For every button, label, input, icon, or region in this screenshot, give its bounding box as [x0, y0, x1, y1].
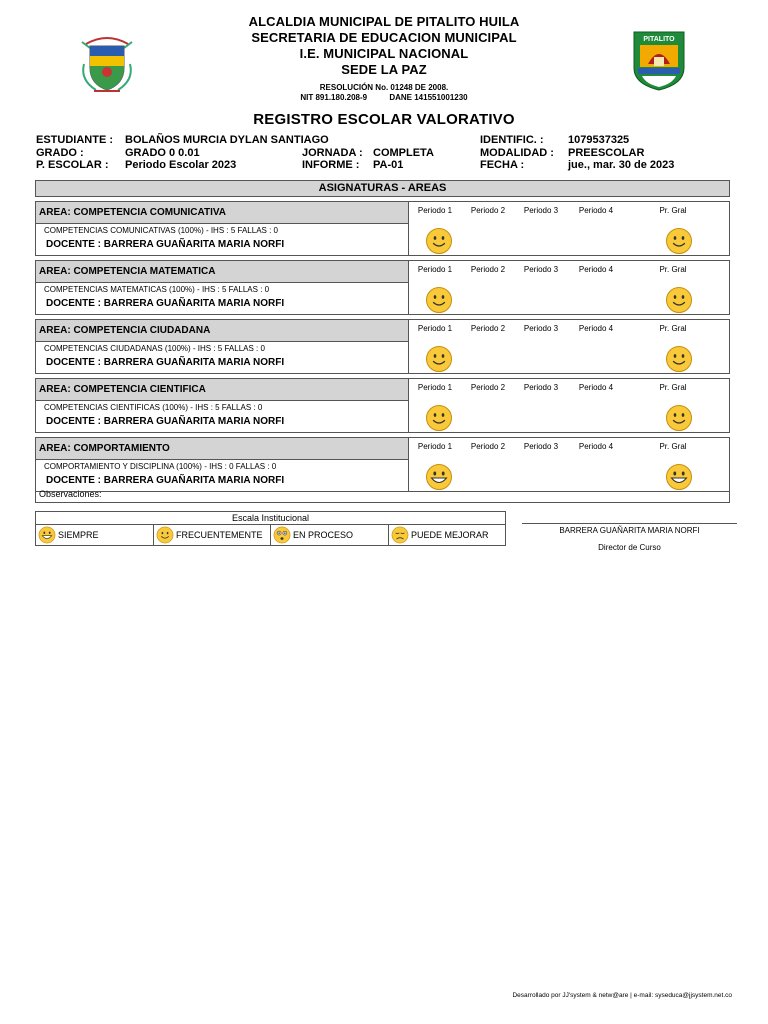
area-name: AREA: COMPORTAMIENTO [36, 438, 409, 460]
area-subject-info [36, 401, 409, 432]
estudiante-label: ESTUDIANTE : [36, 134, 113, 146]
area-block [35, 437, 730, 492]
informe-value: PA-01 [373, 159, 404, 171]
period-header-5: Pr. Gral [659, 383, 687, 392]
grin-face-icon [38, 526, 56, 544]
pitalito-shield-icon [632, 30, 686, 92]
grin-face-icon [665, 463, 693, 491]
student-info-block [36, 134, 736, 172]
header-line-3: I.E. MUNICIPAL NACIONAL [299, 46, 469, 61]
scale-item-label: PUEDE MEJORAR [411, 530, 489, 540]
period-header-1: Periodo 1 [417, 265, 453, 274]
header-line-1: ALCALDIA MUNICIPAL DE PITALITO HUILA [248, 14, 520, 29]
estudiante-value: BOLAÑOS MURCIA DYLAN SANTIAGO [125, 134, 329, 146]
period-header-2: Periodo 2 [470, 206, 506, 215]
scale-item-label: SIEMPRE [58, 530, 99, 540]
document-title: REGISTRO ESCOLAR VALORATIVO [253, 111, 515, 128]
area-name: AREA: COMPETENCIA CIUDADANA [36, 320, 409, 342]
area-block [35, 260, 730, 315]
subject-line: COMPETENCIAS CIENTIFICAS (100%) - IHS : 5 FALLAS : 0 [44, 403, 263, 412]
shield-label: PITALITO [643, 36, 675, 43]
area-name: AREA: COMPETENCIA MATEMATICA [36, 261, 409, 283]
period-header-2: Periodo 2 [470, 324, 506, 333]
smile-face-icon [156, 526, 174, 544]
period-header-5: Pr. Gral [659, 206, 687, 215]
smile-face-icon [665, 227, 693, 255]
scale-item-frecuentemente [154, 525, 271, 545]
promedio-general-rating [665, 286, 693, 314]
docente-line: DOCENTE : BARRERA GUAÑARITA MARIA NORFI [46, 239, 285, 250]
period-header-1: Periodo 1 [417, 442, 453, 451]
grado-label: GRADO : [36, 146, 84, 159]
resolution-line: RESOLUCIÓN No. 01248 DE 2008. [319, 83, 449, 92]
period-header-1: Periodo 1 [417, 206, 453, 215]
subject-line: COMPETENCIAS MATEMATICAS (100%) - IHS : 5 FALLAS : 0 [44, 285, 270, 294]
scale-item-en-proceso [271, 525, 389, 545]
area-block [35, 319, 730, 374]
area-name: AREA: COMPETENCIA CIENTIFICA [36, 379, 409, 401]
promedio-general-rating [665, 227, 693, 255]
informe-label: INFORME : [302, 159, 360, 171]
periodo-1-rating [425, 345, 453, 373]
smile-face-icon [425, 227, 453, 255]
pescolar-label: P. ESCOLAR : [36, 159, 109, 171]
period-header-3: Periodo 3 [523, 324, 559, 333]
period-header-3: Periodo 3 [523, 265, 559, 274]
grado-value: GRADO 0 0.01 [125, 146, 200, 159]
periodo-1-rating [425, 404, 453, 432]
smile-face-icon [665, 404, 693, 432]
scale-item-label: FRECUENTEMENTE [176, 530, 263, 540]
fecha-label: FECHA : [480, 159, 525, 171]
grin-face-icon [425, 463, 453, 491]
pescolar-value: Periodo Escolar 2023 [125, 159, 237, 171]
signature-name: BARRERA GUAÑARITA MARIA NORFI [559, 526, 700, 535]
subject-line: COMPORTAMIENTO Y DISCIPLINA (100%) - IHS : 0 FALLAS : 0 [44, 462, 277, 471]
period-header-1: Periodo 1 [417, 383, 453, 392]
escala-title: Escala Institucional [36, 512, 505, 525]
escala-institucional [35, 511, 506, 546]
docente-line: DOCENTE : BARRERA GUAÑARITA MARIA NORFI [46, 357, 285, 368]
period-header-4: Periodo 4 [578, 265, 614, 274]
docente-line: DOCENTE : BARRERA GUAÑARITA MARIA NORFI [46, 475, 285, 486]
area-block [35, 201, 730, 256]
period-header-2: Periodo 2 [470, 383, 506, 392]
signature-line [522, 523, 737, 524]
period-header-5: Pr. Gral [659, 442, 687, 451]
promedio-general-rating [665, 345, 693, 373]
huila-coat-of-arms-icon [78, 34, 136, 94]
jornada-label: JORNADA : [302, 146, 363, 159]
docente-line: DOCENTE : BARRERA GUAÑARITA MARIA NORFI [46, 298, 285, 309]
period-header-2: Periodo 2 [470, 442, 506, 451]
header-line-4: SEDE LA PAZ [341, 62, 427, 77]
promedio-general-rating [665, 463, 693, 491]
nit-text: NIT 891.180.208-9 [300, 93, 368, 102]
asignaturas-header: ASIGNATURAS - AREAS [35, 180, 730, 197]
area-block [35, 378, 730, 433]
docente-line: DOCENTE : BARRERA GUAÑARITA MARIA NORFI [46, 416, 285, 427]
observaciones-row: Observaciones: [35, 488, 730, 503]
area-subject-info [36, 460, 409, 491]
smile-face-icon [425, 404, 453, 432]
area-name: AREA: COMPETENCIA COMUNICATIVA [36, 202, 409, 224]
subject-line: COMPETENCIAS COMUNICATIVAS (100%) - IHS : 5 FALLAS : 0 [44, 226, 278, 235]
header-line-2: SECRETARIA DE EDUCACION MUNICIPAL [251, 30, 517, 45]
dane-text: DANE 141551001230 [389, 93, 468, 102]
smile-face-icon [665, 286, 693, 314]
period-header-4: Periodo 4 [578, 383, 614, 392]
smile-face-icon [665, 345, 693, 373]
fecha-value: jue., mar. 30 de 2023 [568, 159, 675, 171]
nit-dane-line [0, 93, 768, 103]
period-header-3: Periodo 3 [523, 206, 559, 215]
sad-face-icon [391, 526, 409, 544]
smile-face-icon [425, 345, 453, 373]
modalidad-label: MODALIDAD : [480, 146, 554, 159]
period-header-3: Periodo 3 [523, 383, 559, 392]
surprised-face-icon [273, 526, 291, 544]
smile-face-icon [425, 286, 453, 314]
period-header-1: Periodo 1 [417, 324, 453, 333]
periodo-1-rating [425, 463, 453, 491]
period-header-4: Periodo 4 [578, 442, 614, 451]
modalidad-value: PREESCOLAR [568, 146, 645, 159]
period-header-4: Periodo 4 [578, 206, 614, 215]
period-header-2: Periodo 2 [470, 265, 506, 274]
scale-item-puede-mejorar [389, 525, 505, 545]
area-subject-info [36, 283, 409, 314]
periodo-1-rating [425, 227, 453, 255]
footer-credits: Desarrollado por JJ'system & netw@are | e-mail: syseduca@jjsystem.net.co [512, 992, 732, 999]
area-subject-info [36, 224, 409, 255]
identific-label: IDENTIFIC. : [480, 134, 544, 146]
period-header-3: Periodo 3 [523, 442, 559, 451]
promedio-general-rating [665, 404, 693, 432]
periodo-1-rating [425, 286, 453, 314]
area-subject-info [36, 342, 409, 373]
scale-item-label: EN PROCESO [293, 530, 354, 540]
scale-item-siempre [36, 525, 154, 545]
period-header-4: Periodo 4 [578, 324, 614, 333]
jornada-value: COMPLETA [373, 146, 434, 159]
period-header-5: Pr. Gral [659, 324, 687, 333]
subject-line: COMPETENCIAS CIUDADANAS (100%) - IHS : 5 FALLAS : 0 [44, 344, 265, 353]
signature-role: Director de Curso [598, 543, 661, 552]
period-header-5: Pr. Gral [659, 265, 687, 274]
identific-value: 1079537325 [568, 134, 630, 146]
